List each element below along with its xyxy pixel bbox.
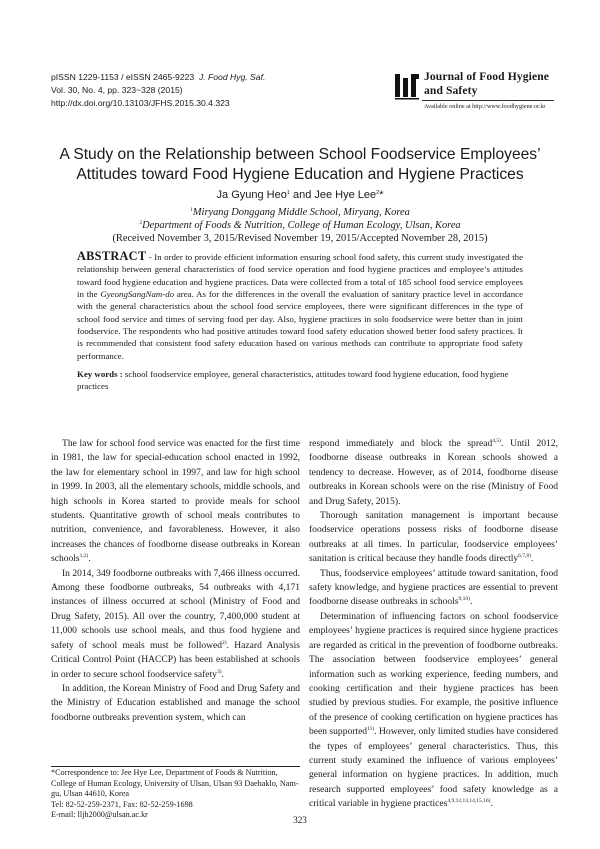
citation: 3): [216, 668, 222, 675]
correspondence-footnote: [51, 768, 300, 821]
paragraph-text: .: [221, 668, 224, 680]
correspondence-email[interactable]: E-mail: lljh2000@ulsan.ac.kr: [51, 810, 148, 820]
affiliation-2: [20, 219, 580, 232]
paragraph-text: . Until 2012, foodborne disease outbreaks in Korean schools showed a tendency to decrease. However, as of 2014, foodborne disease outbreaks in Korean schools were on the rise (Ministry of Food and Drug Safety, 2015).: [309, 438, 558, 507]
paragraph-text: Thorough sanitation management is important because foodservice operations possess risks of foodborne disease outbreaks at all times. In particular, foodservice employees’ sanitation is critical because they handle foods directly: [309, 510, 558, 565]
abstract-text: area. As for the differences in the overall the evaluation of sanitary practice level in accordance with the general characteristics about the school food service employees, there were significant differences in the type of school food service and times of serving food per day. Also, hygiene practices in solo foodservice were better than in joint foodservice. The respondents who had positive attitudes toward food safety education showed better food safety practices. It is recommended that consistent food safety education based on various methods can contribute to appropriate food safety performance.: [77, 289, 523, 361]
paragraph-text: . Hazard Analysis Critical Control Point (HACCP) has been established at schools in order to secure school foodservice safety: [51, 639, 301, 680]
paragraph-text: The law for school food service was enacted for the first time in 1981, the law for special-education school enacted in 1992, the law for elementary school in 1997, and law for high school in 1999. In 2003, all the elementary schools, middle schools, and high schools in Korea started to provide meals for school students. Quantitative growth of school meals contributes to nutrition, convenience, and favorableness. However, it also increases the chances of foodborne disease outbreaks in Korean schools: [51, 438, 300, 565]
journal-name-line1: Journal of Food Hygiene: [424, 70, 550, 83]
abstract-region: GyeongSangNam-do: [100, 289, 175, 300]
body-paragraph: [309, 437, 558, 509]
paragraph-text: .: [470, 596, 473, 608]
journal-name: [424, 70, 549, 97]
affiliation-marker: 1: [286, 190, 290, 196]
citation: 4,5): [492, 438, 501, 444]
affiliations: [20, 206, 580, 246]
paragraph-text: Thus, foodservice employees’ attitude toward sanitation, food safety knowledge, and hygiene practices are essential to prevent foodborne disease outbreaks in schools: [309, 567, 558, 608]
keywords-heading: Key words :: [77, 369, 123, 379]
citation: 2): [222, 639, 227, 646]
body-paragraph: [309, 610, 558, 812]
availability-note[interactable]: Available online at http://www.foodhygiene.or.kr: [424, 103, 546, 110]
paragraph-text: .: [490, 798, 493, 810]
title-line2: Attitudes toward Food Hygiene Education and Hygiene Practices: [76, 166, 524, 183]
body-paragraph: [51, 682, 300, 725]
paragraph-text: In 2014, 349 foodborne outbreaks with 7,466 illness occurred. Among these foodborne outbreaks, 54 outbreaks with 4,171 instances of illness occurred at school (Ministry of Food and Drug Safety, 2015). All over the country, 7,400,000 student at 11,000 schools use school meals, and thus food hygiene and safety of school meals must be followed: [51, 567, 300, 651]
journal-name-line2: and Safety: [424, 83, 478, 97]
paragraph-text: .: [88, 553, 91, 565]
paragraph-text: .: [531, 553, 534, 565]
body-paragraph: [51, 437, 300, 567]
paragraph-text: In addition, the Korean Ministry of Food and Drug Safety and the Ministry of Education established and manage the school foodborne outbreaks prevention system, which can: [51, 682, 300, 723]
correspondence-address: *Correspondence to: Jee Hye Lee, Department of Foods & Nutrition, College of Human Ecology, University of Ulsan, Ulsan 93 Daehaklo, Nam-gu, Ulsan 44610, Korea: [51, 768, 299, 799]
paragraph-text: . However, only limited studies have considered the types of employees’ general characteristics. Thus, this current study examined the influence of various employees’ general information on hygiene practices. In addition, much research supported employees’ food safety knowledge as a critical variable in hygiene practices: [309, 726, 558, 810]
keywords-text: school foodservice employee, general characteristics, attitudes toward food hygiene education, food hygiene practices: [77, 369, 509, 392]
affiliation-text: Miryang Donggang Middle School, Miryang, Korea: [192, 207, 410, 218]
affiliation-1: [20, 206, 580, 219]
author-name: Jee Hye Lee: [314, 189, 377, 201]
paper-title: [20, 145, 580, 185]
title-line1: A Study on the Relationship between School Foodservice Employees’: [59, 146, 541, 163]
corresponding-marker: *: [379, 189, 384, 201]
received-dates: (Received November 3, 2015/Revised November 19, 2015/Accepted November 28, 2015): [112, 233, 488, 245]
logo-rule: [422, 100, 554, 101]
author-list: [20, 189, 580, 201]
doi-link[interactable]: http://dx.doi.org/10.13103/JFHS.2015.30.4.323: [51, 98, 230, 109]
citation: 1,2): [79, 553, 89, 560]
body-column-left: [51, 437, 300, 725]
citation: 4,9,12,13,14,15,16): [447, 798, 491, 805]
footnote-divider: [51, 766, 300, 767]
page-number: 323: [293, 815, 307, 825]
keywords: [77, 368, 523, 393]
issn: pISSN 1229-1153 / eISSN 2465-9223: [51, 72, 195, 82]
body-paragraph: [309, 567, 558, 610]
abstract: [77, 250, 523, 362]
body-column-right: [309, 437, 558, 812]
journal-abbreviation: J. Food Hyg. Saf.: [198, 72, 266, 82]
volume-line: Vol. 30, No. 4, pp. 323~328 (2015): [51, 85, 183, 96]
abstract-text: - In order to provide efficient information ensuring school food safety, this current study investigated the relationship between general characteristics of food service operation and food hygiene practices and employee’s attitudes toward food hygiene education and hygiene practices. Data were collected from a total of 185 school food service employees in the: [77, 252, 523, 300]
affiliation-marker: 2: [139, 220, 143, 227]
body-paragraph: [51, 567, 300, 682]
citation: 6,7,8): [518, 553, 532, 560]
paragraph-text: Determination of influencing factors on school foodservice employees’ hygiene practices is required since hygiene practices are regarded as critical in the prevention of foodborne outbreaks. The association between foodservice employees’ general information such as working experience, feeding numbers, and cooking certification and their hygiene practices has been studied by previous studies. For example, the positive influence of the presence of cooking certification on hygiene practices has been supported: [309, 610, 558, 738]
affiliation-marker: 2: [376, 190, 380, 196]
author-name: Ja Gyung Heo: [216, 189, 287, 201]
journal-logo-icon: [394, 72, 420, 100]
body-paragraph: [309, 509, 558, 567]
author-conjunction: and: [289, 189, 315, 201]
citation: 11): [367, 726, 375, 733]
affiliation-text: Department of Foods & Nutrition, College of Human Ecology, Ulsan, Korea: [142, 220, 461, 232]
correspondence-phone: Tel: 82-52-259-2371, Fax: 82-52-259-1698: [51, 799, 193, 809]
journal-logo: [394, 70, 554, 116]
journal-header-info: [51, 71, 265, 111]
abstract-heading: ABSTRACT: [77, 249, 147, 263]
affiliation-marker: 1: [190, 207, 193, 213]
paragraph-text: respond immediately and block the spread: [309, 438, 493, 449]
citation: 9,10): [458, 596, 471, 603]
issn-line: [51, 71, 265, 84]
